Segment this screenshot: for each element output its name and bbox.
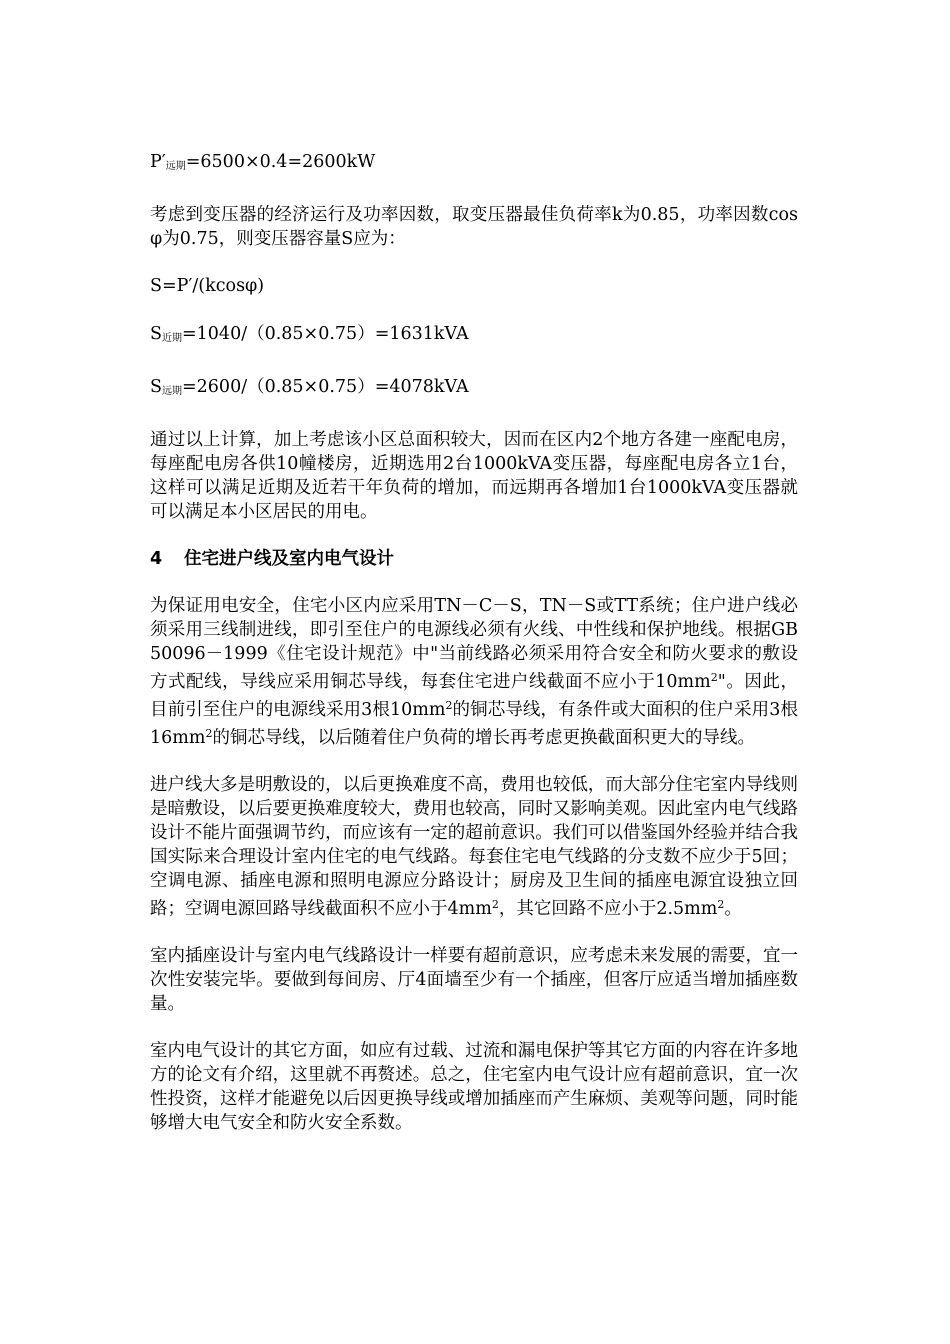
formula-symbol: S xyxy=(150,377,162,397)
formula-s-near xyxy=(150,322,798,351)
paragraph-substation-plan: 通过以上计算，加上考虑该小区总面积较大，因而在区内2个地方各建一座配电房，每座配电房各供10幢楼房，近期选用2台1000kVA变压器，每座配电房各立1台，这样可以满足近期及近若干年负荷的增加，而远期再各增加1台1000kVA变压器就可以满足本小区居民的用电。 xyxy=(150,430,798,522)
formula-expression: =1040/（0.85×0.75）=1631kVA xyxy=(182,324,469,344)
formula-subscript: 远期 xyxy=(162,386,182,397)
section-heading xyxy=(150,547,798,571)
superscript: 2 xyxy=(710,671,718,684)
formula-subscript: 远期 xyxy=(165,161,186,172)
text-run: 为保证用电安全，住宅小区内应采用TN－C－S，TN－S或TT系统；住户进户线必须采用三线制进线，即引至住户的电源线必须有火线、中性线和保护地线。根据GB50096－1999《住宅设计规范》中"当前线路必须采用符合安全和防火要求的敷设方式配线，导线应采用铜芯导线，每套住宅进户线截面不应小于10mm xyxy=(150,596,798,692)
superscript: 2 xyxy=(205,727,213,740)
superscript: 2 xyxy=(491,898,499,911)
formula-s-definition: S=P′/(kcosφ) xyxy=(150,276,265,296)
formula-symbol: S xyxy=(150,324,162,344)
paragraph-socket-design: 室内插座设计与室内电气线路设计一样要有超前意识，应考虑未来发展的需要，宜一次性安装完毕。要做到每间房、厅4面墙至少有一个插座，但客厅应适当增加插座数量。 xyxy=(150,946,798,1014)
text-run: ，其它回路不应小于2.5mm xyxy=(498,899,718,919)
formula-subscript: 近期 xyxy=(162,333,182,344)
section-number: 4 xyxy=(150,549,163,569)
formula-expression: =2600/（0.85×0.75）=4078kVA xyxy=(182,377,469,397)
formula-symbol: P′ xyxy=(150,152,166,172)
text-run: 的铜芯导线，有条件或大面积的住户采用3根16mm xyxy=(150,700,798,748)
formula-expression: =6500×0.4=2600kW xyxy=(185,152,376,172)
paragraph-indoor-wiring xyxy=(150,773,798,921)
formula-p-far xyxy=(150,150,798,179)
paragraph-service-entrance xyxy=(150,594,798,750)
text-run: 的铜芯导线，以后随着住户负荷的增长再考虑更换截面积更大的导线。 xyxy=(212,728,755,748)
text-run: 进户线大多是明敷设的，以后更换难度不高，费用也较低，而大部分住宅室内导线则是暗敷设，以后要更换难度较大，费用也较高，同时又影响美观。因此室内电气线路设计不能片面强调节约，而应该有一定的超前意识。我们可以借鉴国外经验并结合我国实际来合理设计室内住宅的电气线路。每套住宅电气线路的分支数不应少于5回；空调电源、插座电源和照明电源应分路设计；厨房及卫生间的插座电源宜设独立回路；空调电源回路导线截面积不应小于4mm xyxy=(150,775,798,919)
superscript: 2 xyxy=(445,699,453,712)
text-run: 。 xyxy=(724,899,742,919)
paragraph-conclusion: 室内电气设计的其它方面，如应有过载、过流和漏电保护等其它方面的内容在许多地方的论文有介绍，这里就不再赘述。总之，住宅室内电气设计应有超前意识，宜一次性投资，这样才能避免以后因更换导线或增加插座而产生麻烦、美观等问题，同时能够增大电气安全和防火安全系数。 xyxy=(150,1041,798,1133)
formula-s-far xyxy=(150,375,798,404)
paragraph-load-factor: 考虑到变压器的经济运行及功率因数，取变压器最佳负荷率k为0.85，功率因数cosφ为0.75，则变压器容量S应为： xyxy=(150,205,798,249)
section-title: 住宅进户线及室内电气设计 xyxy=(184,549,394,569)
superscript: 2 xyxy=(717,898,725,911)
text-run: "。因此，目前引至住户的电源线采用3根10mm xyxy=(150,672,798,720)
document-page xyxy=(150,150,798,1158)
